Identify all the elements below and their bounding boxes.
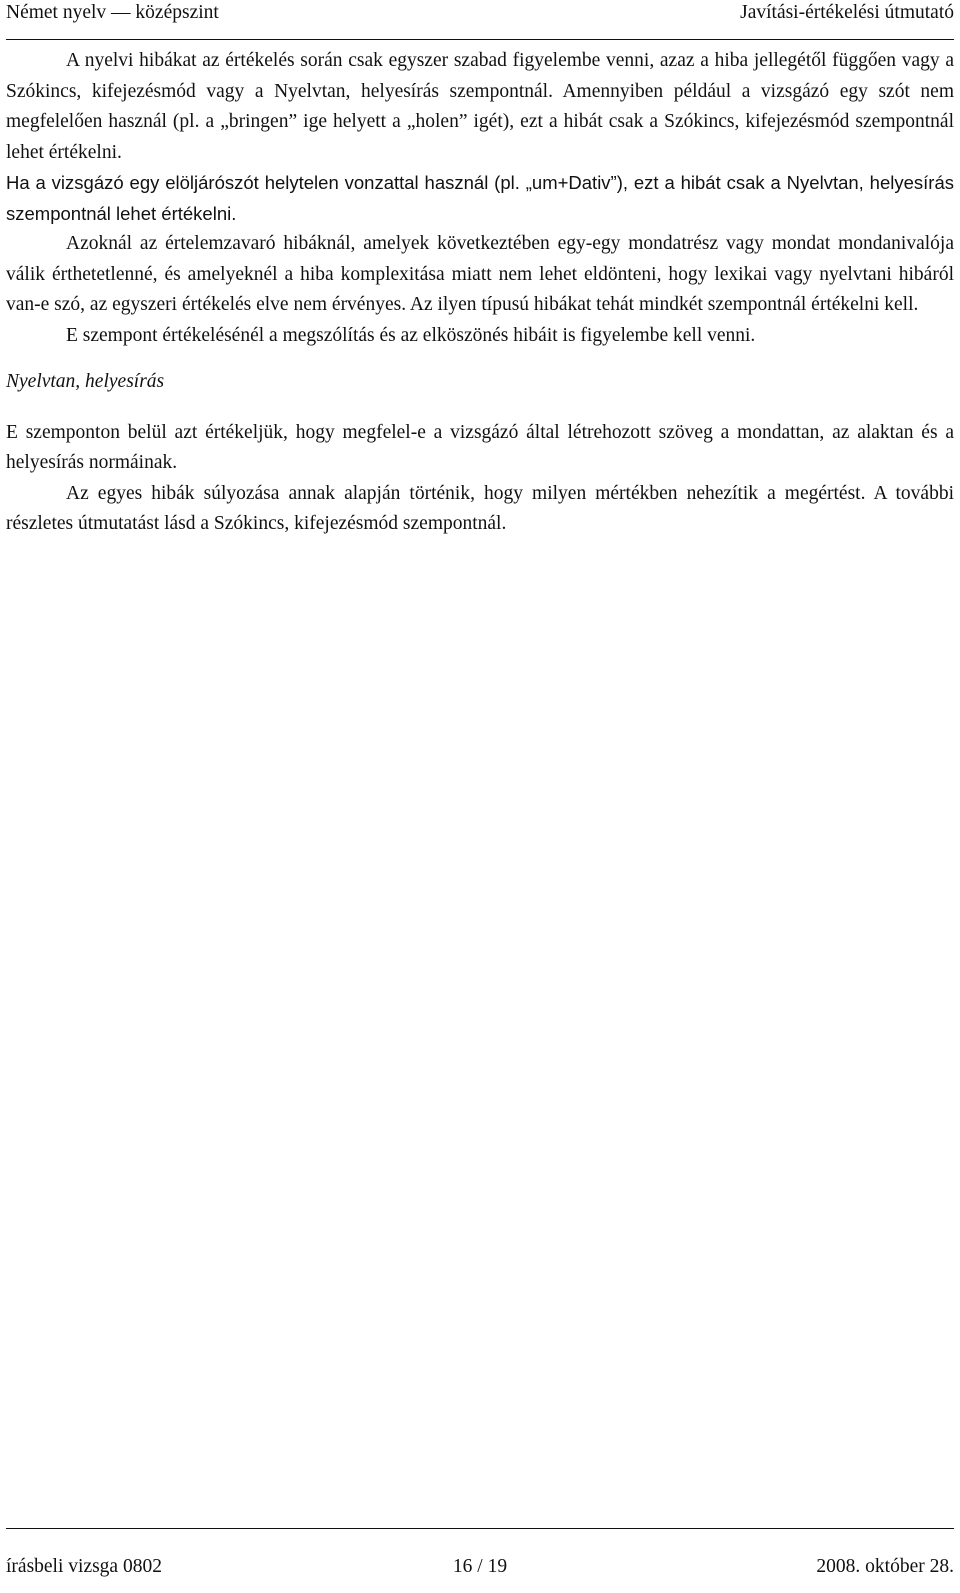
page-footer [6, 1556, 954, 1586]
footer-divider [6, 1528, 954, 1529]
header-subject: Német nyelv — középszint [6, 2, 219, 23]
header-divider [6, 39, 954, 40]
section-heading: Nyelvtan, helyesírás [6, 371, 165, 392]
paragraph-meaning-errors: Azoknál az értelemzavaró hibáknál, amelyek következtében egy-egy mondatrész vagy mondat mondanivalója válik érthetetlenné, és amelyeknél a hiba komplexitása miatt nem lehet eldönteni, hogy lexikai vagy nyelvtani hibáról van-e szó, az egyszeri értékelés elve nem érvényes. Az ilyen típusú hibákat tehát mindkét szempontnál értékelni kell. [6, 233, 954, 315]
paragraph-greeting-errors: E szempont értékelésénél a megszólítás és az elköszönés hibáit is figyelembe kell venni. [66, 324, 756, 346]
document-body [6, 46, 954, 540]
page-header [6, 2, 954, 32]
paragraph-preposition-example: Ha a vizsgázó egy elöljárószót helytelen vonzattal használ (pl. „um+Dativ”), ezt a hibát csak a Nyelvtan, helyesírás szempontnál lehet értékelni. [6, 172, 954, 224]
footer-date: 2008. október 28. [816, 1556, 954, 1577]
paragraph-error-weighting: Az egyes hibák súlyozása annak alapján történik, hogy milyen mértékben nehezítik a megértést. A további részletes útmutatást lásd a Szókincs, kifejezésmód szempontnál. [6, 482, 954, 534]
paragraph-single-evaluation: A nyelvi hibákat az értékelés során csak egyszer szabad figyelembe venni, azaz a hiba jellegétől függően vagy a Szókincs, kifejezésmód vagy a Nyelvtan, helyesírás szempontnál. Amennyiben például a vizsgázó egy szót nem megfelelően használ (pl. a „bringen” ige helyett a „holen” igét), ezt a hibát csak a Szókincs, kifejezésmód szempontnál lehet értékelni. [6, 50, 954, 163]
footer-page-number: 16 / 19 [452, 1556, 508, 1577]
paragraph-grammar-criteria: E szemponton belül azt értékeljük, hogy megfelel-e a vizsgázó által létrehozott szöveg a mondattan, az alaktan és a helyesírás normáinak. [6, 421, 954, 473]
header-guide-title: Javítási-értékelési útmutató [740, 2, 954, 23]
footer-exam-code: írásbeli vizsga 0802 [6, 1556, 162, 1577]
